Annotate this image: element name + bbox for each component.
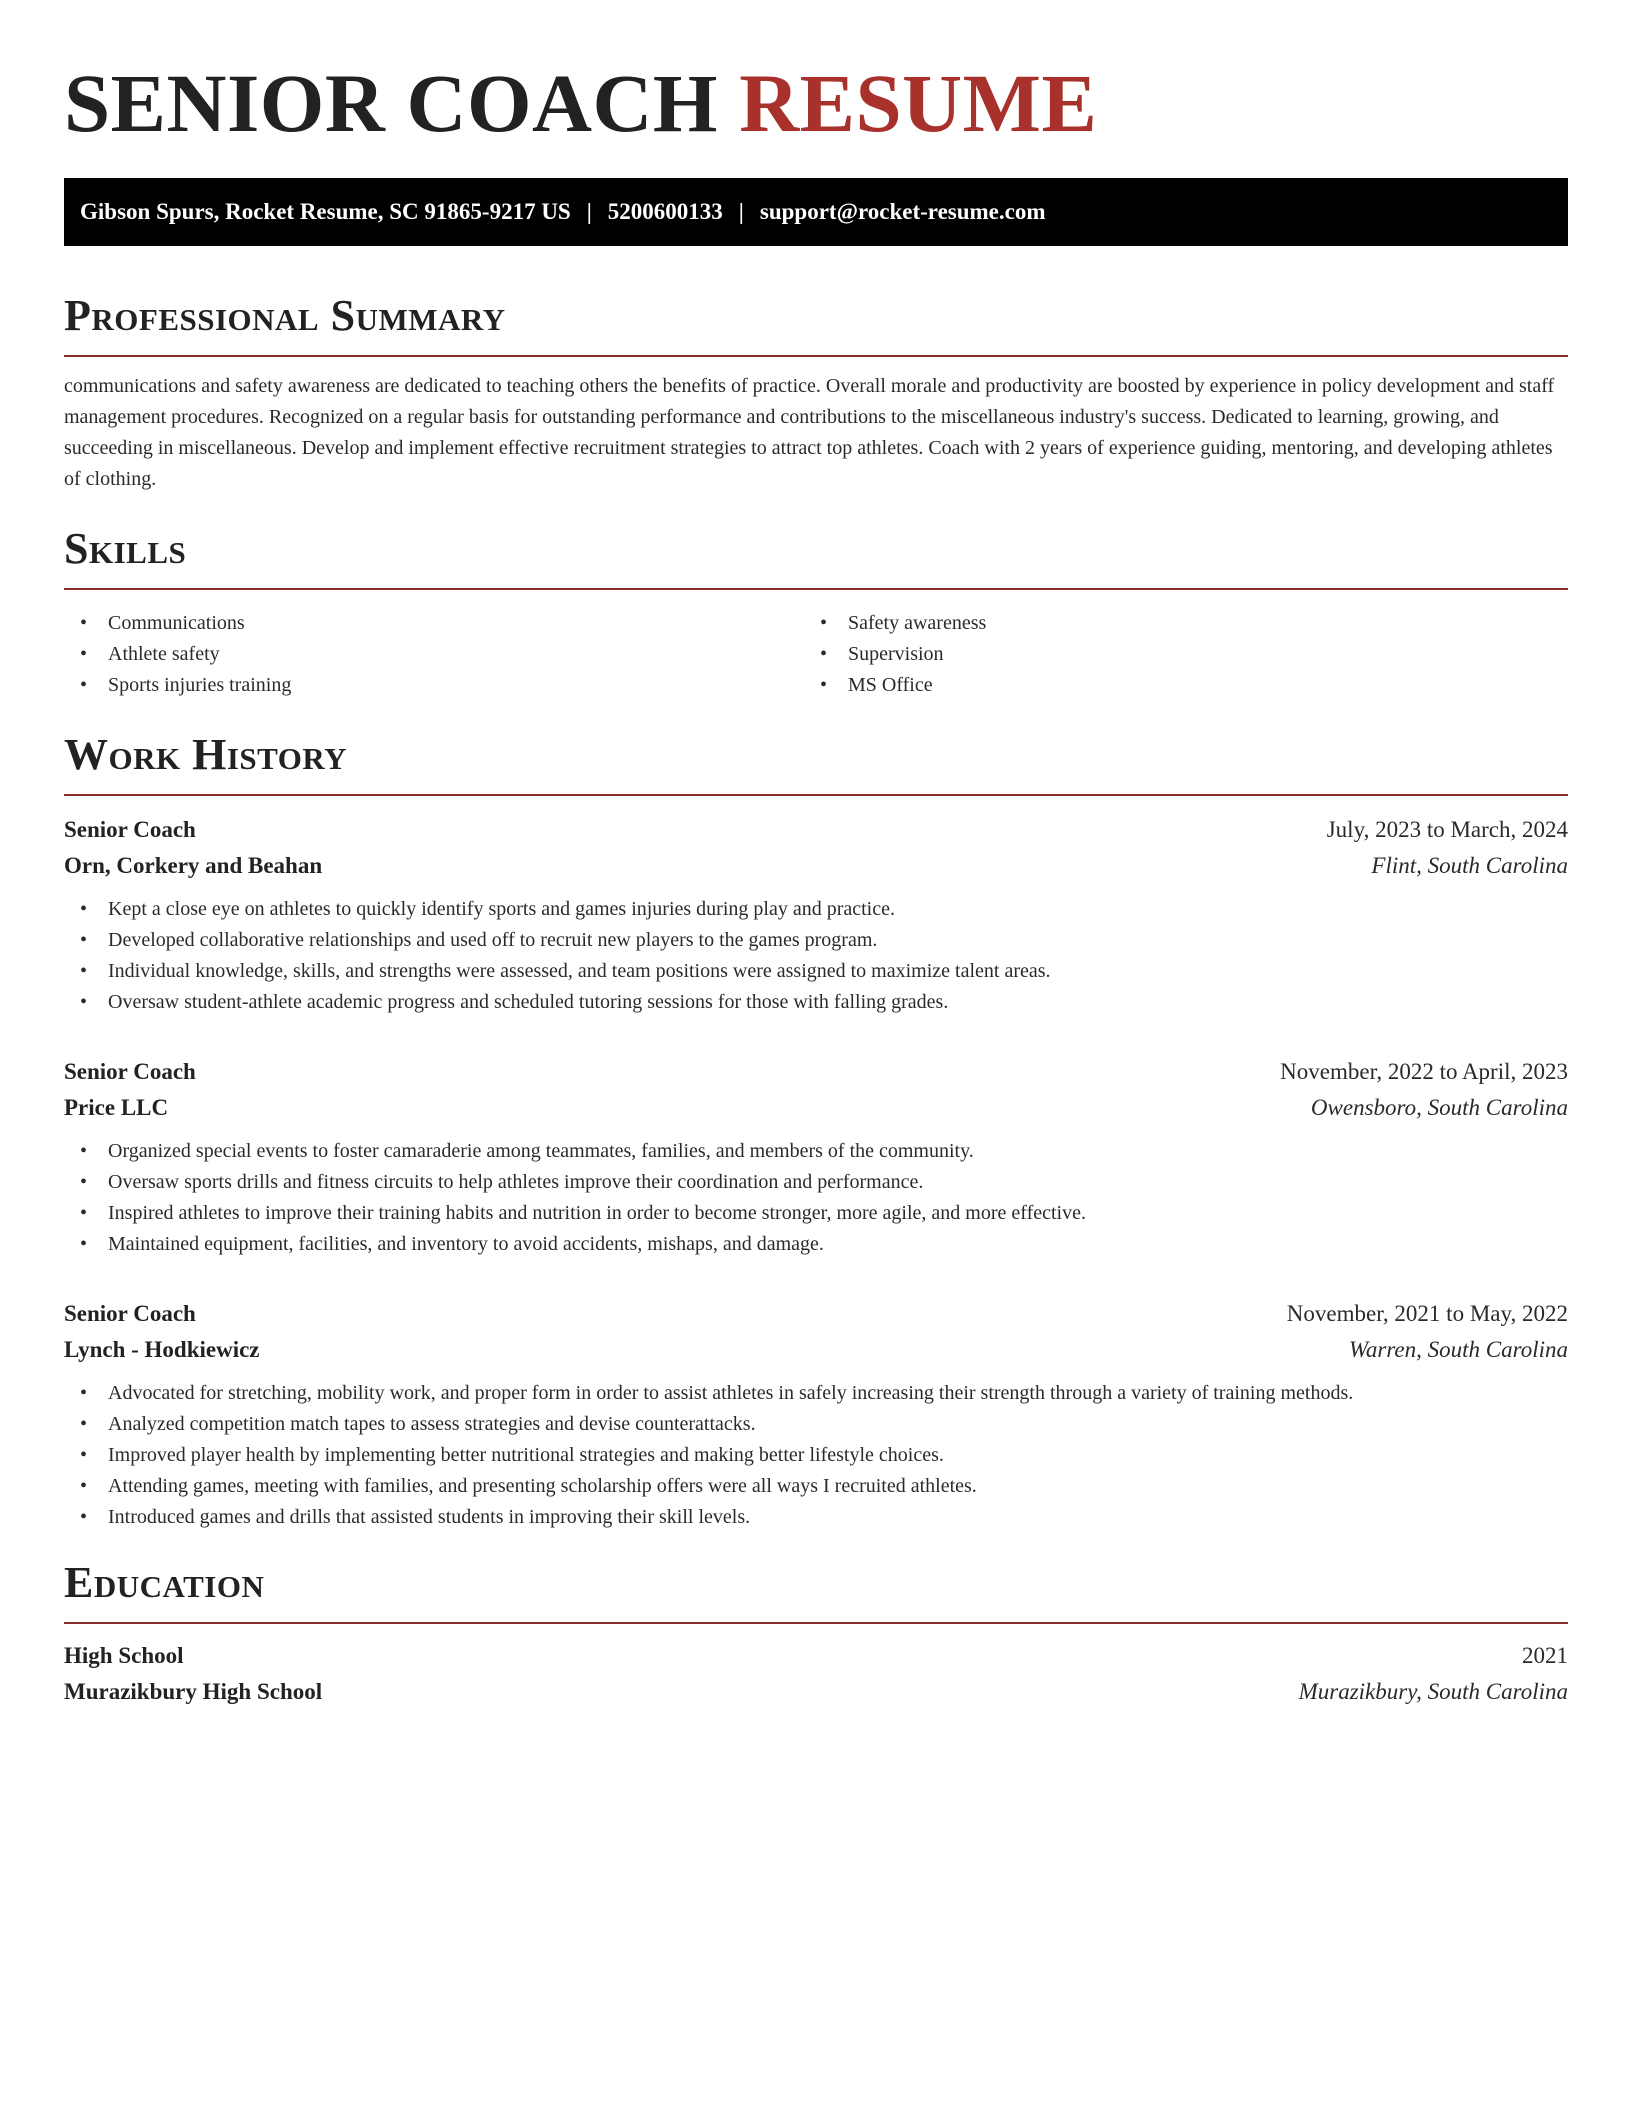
skill-item: • Communications (64, 608, 804, 639)
job-entry (64, 1054, 1568, 1260)
job-title: Senior Coach (64, 817, 196, 842)
skill-item: • Athlete safety (64, 639, 804, 670)
bullet-icon: • (80, 991, 88, 1013)
job-bullet: • Developed collaborative relationships and used off to recruit new players to the games program. (64, 925, 1568, 956)
bullet-icon: • (80, 898, 88, 920)
job-bullet: • Improved player health by implementing better nutritional strategies and making better lifestyle choices. (64, 1440, 1568, 1471)
work-history-section (64, 731, 1568, 1533)
education-degree: High School (64, 1643, 184, 1668)
contact-address: Gibson Spurs, Rocket Resume, SC 91865-9217 US (80, 199, 571, 224)
summary-heading: Professional Summary (64, 291, 506, 340)
work-history-heading: Work History (64, 730, 348, 779)
bullet-icon: • (820, 674, 828, 696)
job-bullet: • Inspired athletes to improve their training habits and nutrition in order to become stronger, more agile, and more effective. (64, 1198, 1568, 1229)
job-entry (64, 812, 1568, 1018)
contact-separator: | (738, 199, 744, 224)
job-bullet: • Advocated for stretching, mobility work, and proper form in order to assist athletes in safely increasing their strength through a variety of training methods. (64, 1378, 1568, 1409)
bullet-icon: • (80, 1140, 88, 1162)
education-entry (64, 1638, 1568, 1710)
job-title: Senior Coach (64, 1059, 196, 1084)
job-bullet: • Oversaw student-athlete academic progress and scheduled tutoring sessions for those with falling grades. (64, 987, 1568, 1018)
section-divider (64, 588, 1568, 590)
job-bullet: • Introduced games and drills that assisted students in improving their skill levels. (64, 1502, 1568, 1533)
bullet-icon: • (80, 1506, 88, 1528)
bullet-icon: • (80, 612, 88, 634)
section-divider (64, 1622, 1568, 1624)
job-title: Senior Coach (64, 1301, 196, 1326)
job-bullet: • Analyzed competition match tapes to assess strategies and devise counterattacks. (64, 1409, 1568, 1440)
skill-item: • MS Office (804, 670, 1544, 701)
education-school: Murazikbury High School (64, 1679, 323, 1704)
skills-columns (64, 604, 1568, 701)
job-bullet: • Individual knowledge, skills, and strengths were assessed, and team positions were assigned to maximize talent areas. (64, 956, 1568, 987)
education-section (64, 1559, 1568, 1710)
title-accent: RESUME (739, 57, 1098, 149)
job-bullets (64, 1378, 1568, 1533)
job-location: Warren, South Carolina (1348, 1337, 1568, 1362)
job-location: Flint, South Carolina (1371, 853, 1568, 878)
title-main: SENIOR COACH (64, 57, 718, 149)
summary-text: communications and safety awareness are dedicated to teaching others the benefits of practice. Overall morale and productivity are boosted by experience in policy development and staff management procedures. Recognized on a regular basis for outstanding performance and contributions to the miscellaneous industry's success. Dedicated to learning, growing, and succeeding in miscellaneous. Develop and implement effective recruitment strategies to attract top athletes. Coach with 2 years of experience guiding, mentoring, and developing athletes of clothing. (64, 375, 1555, 490)
skills-heading: Skills (64, 524, 187, 573)
skills-column-left (64, 608, 804, 701)
education-year: 2021 (1522, 1643, 1568, 1668)
education-heading: Education (64, 1558, 265, 1607)
job-location: Owensboro, South Carolina (1310, 1095, 1568, 1120)
section-divider (64, 794, 1568, 796)
skill-item: • Safety awareness (804, 608, 1544, 639)
job-bullet: • Maintained equipment, facilities, and inventory to avoid accidents, mishaps, and damage. (64, 1229, 1568, 1260)
job-bullet: • Organized special events to foster camaraderie among teammates, families, and members of the community. (64, 1136, 1568, 1167)
resume-title (64, 56, 1568, 150)
job-dates: November, 2022 to April, 2023 (1280, 1059, 1568, 1084)
job-dates: November, 2021 to May, 2022 (1286, 1301, 1568, 1326)
bullet-icon: • (80, 1202, 88, 1224)
contact-phone: 5200600133 (607, 199, 723, 224)
bullet-icon: • (80, 929, 88, 951)
skill-item: • Supervision (804, 639, 1544, 670)
bullet-icon: • (80, 1413, 88, 1435)
contact-email: support@rocket-resume.com (759, 199, 1046, 224)
education-location: Murazikbury, South Carolina (1298, 1679, 1568, 1704)
job-dates: July, 2023 to March, 2024 (1326, 817, 1568, 842)
bullet-icon: • (820, 643, 828, 665)
bullet-icon: • (80, 1444, 88, 1466)
summary-section (64, 292, 1568, 495)
job-company: Orn, Corkery and Beahan (64, 853, 323, 878)
job-bullet: • Attending games, meeting with families, and presenting scholarship offers were all ways I recruited athletes. (64, 1471, 1568, 1502)
bullet-icon: • (80, 674, 88, 696)
job-company: Price LLC (64, 1095, 169, 1120)
job-entry (64, 1296, 1568, 1533)
bullet-icon: • (80, 1171, 88, 1193)
job-company: Lynch - Hodkiewicz (64, 1337, 260, 1362)
contact-bar (64, 178, 1568, 246)
bullet-icon: • (80, 1233, 88, 1255)
job-bullet: • Oversaw sports drills and fitness circuits to help athletes improve their coordination and performance. (64, 1167, 1568, 1198)
skill-item: • Sports injuries training (64, 670, 804, 701)
skills-column-right (804, 608, 1544, 701)
job-bullets (64, 1136, 1568, 1260)
skills-section (64, 525, 1568, 701)
bullet-icon: • (80, 1475, 88, 1497)
bullet-icon: • (80, 1382, 88, 1404)
job-bullets (64, 894, 1568, 1018)
contact-separator: | (586, 199, 592, 224)
bullet-icon: • (820, 612, 828, 634)
bullet-icon: • (80, 960, 88, 982)
job-bullet: • Kept a close eye on athletes to quickly identify sports and games injuries during play and practice. (64, 894, 1568, 925)
bullet-icon: • (80, 643, 88, 665)
section-divider (64, 355, 1568, 357)
